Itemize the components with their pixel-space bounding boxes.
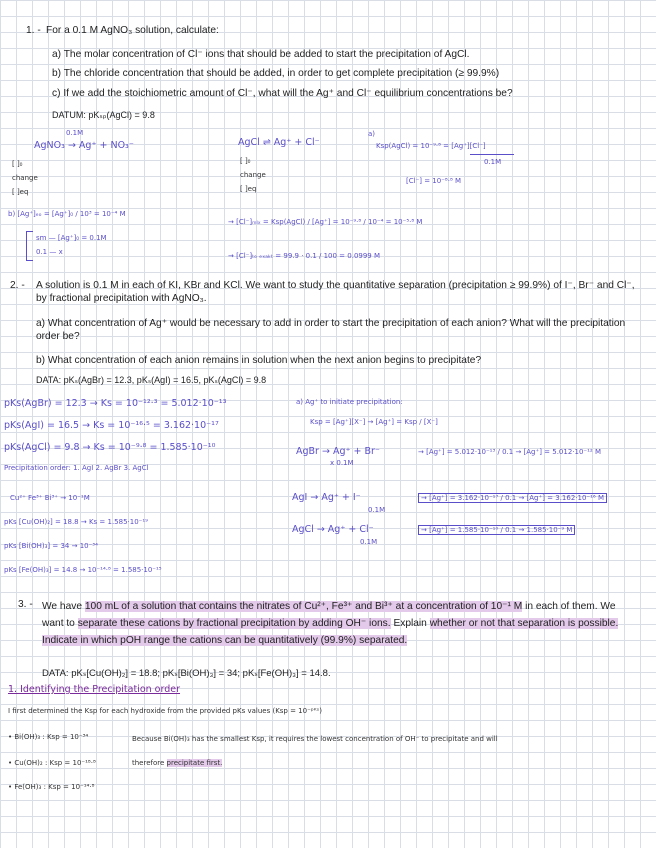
q1-note-b-cl2: → [Cl⁻]ₜₒ ₑₓₐₖₜ = 99.9 · 0.1 / 100 = 0.0999 M bbox=[228, 252, 381, 260]
q1-part-c: c) If we add the stoichiometric amount of Cl⁻, what will the Ag⁺ and Cl⁻ equilibrium concentrations be? bbox=[52, 88, 513, 99]
q2-note-r-title: a) Ag⁺ to initiate precipitation: bbox=[296, 398, 403, 406]
q3-note-heading: 1. Identifying the Precipitation order bbox=[8, 684, 180, 695]
q2-note-r-agbr-calc: → [Ag⁺] = 5.012·10⁻¹³ / 0.1 → [Ag⁺] = 5.012·10⁻¹² M bbox=[418, 448, 601, 456]
q1-note-agno3: AgNO₃ → Ag⁺ + NO₃⁻ bbox=[34, 140, 134, 151]
q1-intro: For a 0.1 M AgNO₃ solution, calculate: bbox=[46, 25, 219, 36]
q2-note-cu: pKs [Cu(OH)₂] = 18.8 → Ks = 1.585·10⁻¹⁹ bbox=[4, 518, 148, 526]
q2-note-r-ksp: Ksp = [Ag⁺][X⁻] → [Ag⁺] = Ksp / [X⁻] bbox=[310, 418, 438, 426]
q3-highlight-3: whether or not that separation is possible. Indicate in which pOH range the cations can be quantitatively (99.9%) separated. bbox=[42, 618, 619, 646]
q1-part-b: b) The chloride concentration that should be added, in order to get complete precipitation (≥ 99.9%) bbox=[52, 68, 500, 79]
q3-note-cu: • Cu(OH)₂ : Ksp = 10⁻¹⁸·⁸ bbox=[8, 759, 96, 767]
q2-part-b: b) What concentration of each anion remains in solution when the next anion begins to precipitate? bbox=[36, 355, 482, 366]
q1-note-b: b) [Ag⁺]ₑₒ = [Ag⁺]₀ / 10³ = 10⁻⁴ M bbox=[8, 210, 126, 218]
q2-data: DATA: pKₛ(AgBr) = 12.3, pKₛ(AgI) = 16.5, pKₛ(AgCl) = 9.8 bbox=[36, 375, 267, 385]
q2-note-r-agcl: AgCl → Ag⁺ + Cl⁻ bbox=[292, 524, 374, 535]
q2-note-r-agi-calc: → [Ag⁺] = 3.162·10⁻¹⁷ / 0.1 → [Ag⁺] = 3.162·10⁻¹⁶ M bbox=[418, 494, 607, 503]
q3-highlight-1: 100 mL of a solution that contains the nitrates of Cu²⁺, Fe³⁺ and Bi³⁺ at a concentration of 10⁻¹ M bbox=[84, 601, 523, 612]
q2-note-r-agbr: AgBr → Ag⁺ + Br⁻ bbox=[296, 446, 380, 457]
q1-note-bracket-1: sm — [Ag⁺]₀ = 0.1M bbox=[36, 234, 107, 242]
q1-note-conc: 0.1M bbox=[66, 129, 84, 137]
q2-note-r-agcl-calc: → [Ag⁺] = 1.585·10⁻¹⁰ / 0.1 → 1.585·10⁻⁹ M bbox=[418, 526, 575, 535]
q1-datum: DATUM: pKₛₚ(AgCl) = 9.8 bbox=[52, 110, 155, 120]
q2-note-r-agi: AgI → Ag⁺ + I⁻ bbox=[292, 492, 361, 503]
q3-data: DATA: pKₛ[Cu(OH)₂] = 18.8; pKₛ[Bi(OH)₃] = 34; pKₛ[Fe(OH)₃] = 14.8. bbox=[42, 668, 331, 679]
q3-note-bi-reason: Because Bi(OH)₃ has the smallest Ksp, it requires the lowest concentration of OH⁻ to precipitate and will bbox=[132, 735, 498, 743]
q1-note-a-cl: [Cl⁻] = 10⁻⁸·⁸ M bbox=[406, 177, 462, 185]
q2-note-agi: pKs(AgI) = 16.5 → Ks = 10⁻¹⁶·⁵ = 3.162·10⁻¹⁷ bbox=[4, 420, 219, 431]
q1-note-a-label: a) bbox=[368, 130, 376, 138]
q1-note-a-ksp: Ksp(AgCl) = 10⁻⁹·⁸ = [Ag⁺][Cl⁻] bbox=[376, 142, 486, 150]
q2-note-fe: pKs [Fe(OH)₃] = 14.8 → 10⁻¹⁴·⁸ = 1.585·10⁻¹⁵ bbox=[4, 566, 162, 574]
q1-note-ice-b-initial: [ ]₀ bbox=[240, 157, 251, 165]
q3-note-step: I first determined the Ksp for each hydroxide from the provided pKs values (Ksp = 10⁻ᵖᴷˢ) bbox=[8, 707, 323, 715]
q3-body: We have 100 mL of a solution that contains the nitrates of Cu²⁺, Fe³⁺ and Bi³⁺ at a concentration of 10⁻¹ M in each of them. We want to separate these cations by fractional precipitation by adding OH⁻ ions. Explain whether or not that separation is possible. Indicate in which pOH range the cations can be quantitatively (99.9%) separated. bbox=[42, 601, 619, 646]
q2-note-agbr: pKs(AgBr) = 12.3 → Ks = 10⁻¹²·³ = 5.012·10⁻¹³ bbox=[4, 398, 227, 409]
q1-note-ice-b-change: change bbox=[240, 171, 266, 179]
q3-note-fe: • Fe(OH)₃ : Ksp = 10⁻¹⁴·⁸ bbox=[8, 783, 95, 791]
q1-note-agcl: AgCl ⇌ Ag⁺ + Cl⁻ bbox=[238, 137, 320, 148]
q1-part-a: a) The molar concentration of Cl⁻ ions that should be added to start the precipitation of AgCl. bbox=[52, 49, 470, 60]
q1-note-ice-initial: [ ]₀ bbox=[12, 160, 23, 168]
q1-note-ice-change: change bbox=[12, 174, 38, 182]
q2-note-r-agcl-sub: 0.1M bbox=[360, 538, 378, 546]
q1-note-ice-eq: [ ]eq bbox=[12, 188, 29, 196]
q2-number: 2. - bbox=[10, 280, 25, 291]
q2-note-r-agbr-sub: x 0.1M bbox=[330, 459, 354, 467]
q2-note-bi: pKs [Bi(OH)₃] = 34 → 10⁻³⁴ bbox=[4, 542, 98, 550]
q2-note-order: Precipitation order: 1. AgI 2. AgBr 3. AgCl bbox=[4, 464, 149, 472]
q3-note-bi: • Bi(OH)₃ : Ksp = 10⁻³⁴ bbox=[8, 733, 89, 741]
q1-note-a-ksp-den: 0.1M bbox=[484, 158, 502, 166]
q1-note-ice-b-eq: [ ]eq bbox=[240, 185, 257, 193]
q2-intro: A solution is 0.1 M in each of KI, KBr and KCl. We want to study the quantitative separation (precipitation ≥ 99.9%) of I⁻, Br⁻ and Cl⁻, by fractional precipitation with AgNO₃. bbox=[36, 280, 635, 304]
q1-note-b-cl: → [Cl⁻]ₘₗₓ = Ksp(AgCl) / [Ag⁺] = 10⁻⁹·⁸ / 10⁻⁴ = 10⁻⁵·⁸ M bbox=[228, 218, 423, 226]
q1-note-bracket-2: 0.1 — x bbox=[36, 248, 63, 256]
q3-highlight-2: separate these cations by fractional precipitation by adding OH⁻ ions. bbox=[77, 618, 391, 629]
q2-part-a: a) What concentration of Ag⁺ would be necessary to add in order to start the precipitation of each anion? What will the precipitation order be? bbox=[36, 318, 626, 342]
q1-note-bracket bbox=[26, 231, 33, 261]
q2-note-cations: Cu²⁺ Fe³⁺ Bi³⁺ → 10⁻¹M bbox=[10, 494, 90, 502]
q2-note-r-agi-sub: 0.1M bbox=[368, 506, 386, 514]
q3-note-therefore: therefore precipitate first. bbox=[132, 759, 223, 767]
q3-number: 3. - bbox=[18, 599, 33, 610]
q2-note-agcl: pKs(AgCl) = 9.8 → Ks = 10⁻⁹·⁸ = 1.585·10⁻¹⁰ bbox=[4, 442, 216, 453]
q1-number: 1. - bbox=[26, 25, 41, 36]
